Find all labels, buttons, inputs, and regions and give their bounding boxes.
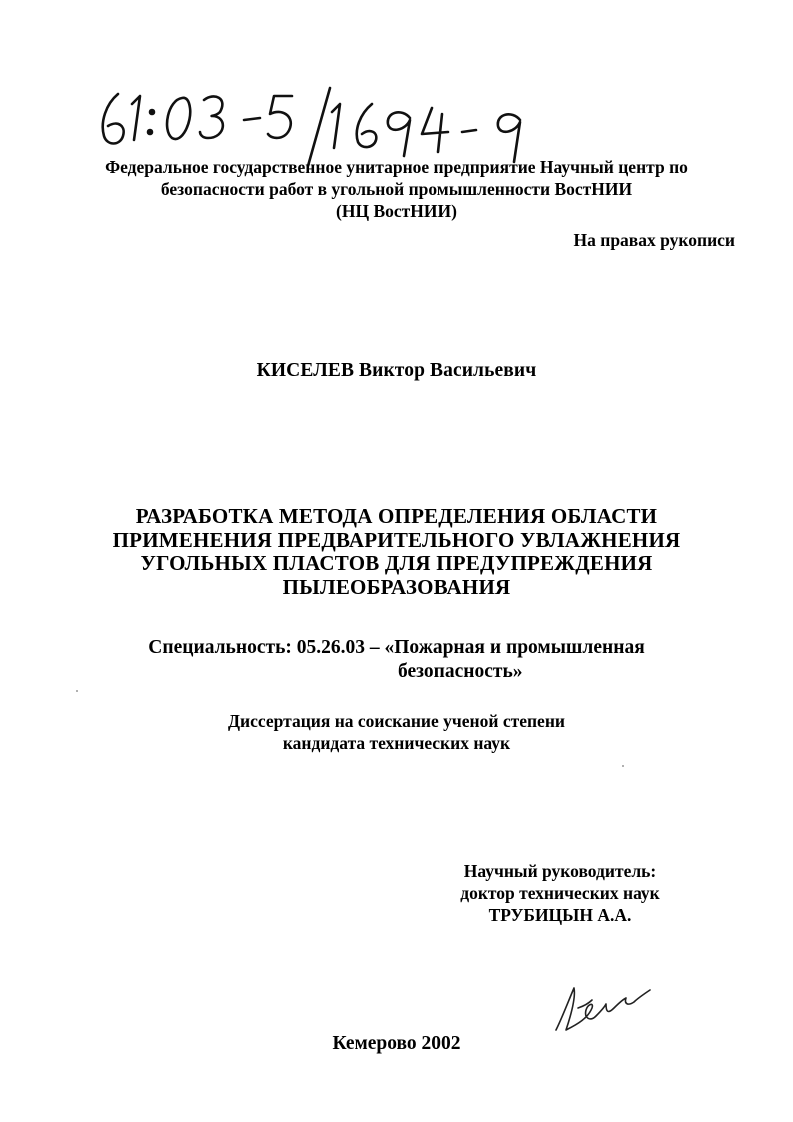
organization-line-3: (НЦ ВостНИИ) — [336, 201, 457, 221]
title-line-4: ПЫЛЕОБРАЗОВАНИЯ — [282, 574, 511, 599]
scan-speck — [622, 765, 624, 767]
title-line-2: ПРИМЕНЕНИЯ ПРЕДВАРИТЕЛЬНОГО УВЛАЖНЕНИЯ — [112, 527, 681, 552]
degree-line-2: кандидата технических наук — [282, 733, 511, 753]
title-line-3: УГОЛЬНЫХ ПЛАСТОВ ДЛЯ ПРЕДУПРЕЖДЕНИЯ — [140, 551, 653, 575]
supervisor-degree: доктор технических наук — [460, 883, 660, 903]
city-year: Кемерово 2002 — [332, 1033, 461, 1054]
organization-line-2: безопасности работ в угольной промышленности ВостНИИ — [160, 179, 633, 199]
supervisor-block — [450, 860, 670, 926]
manuscript-rights-note: На правах рукописи — [573, 230, 735, 250]
degree-line-1: Диссертация на соискание ученой степени — [228, 711, 565, 731]
specialty-line-1: Специальность: 05.26.03 – «Пожарная и промышленная — [148, 637, 645, 658]
signature — [548, 978, 658, 1038]
supervisor-name: ТРУБИЦЫН А.А. — [488, 905, 632, 925]
organization-line-1: Федеральное государственное унитарное предприятие Научный центр по — [105, 157, 688, 177]
dissertation-degree — [0, 710, 793, 754]
title-line-1: РАЗРАБОТКА МЕТОДА ОПРЕДЕЛЕНИЯ ОБЛАСТИ — [135, 504, 658, 528]
specialty-line-2: безопасность» — [398, 661, 523, 682]
author-name: КИСЕЛЕВ Виктор Васильевич — [256, 360, 537, 381]
dissertation-title — [90, 505, 703, 599]
supervisor-label: Научный руководитель: — [463, 861, 657, 881]
organization-header — [60, 156, 733, 222]
scan-speck — [76, 690, 78, 692]
